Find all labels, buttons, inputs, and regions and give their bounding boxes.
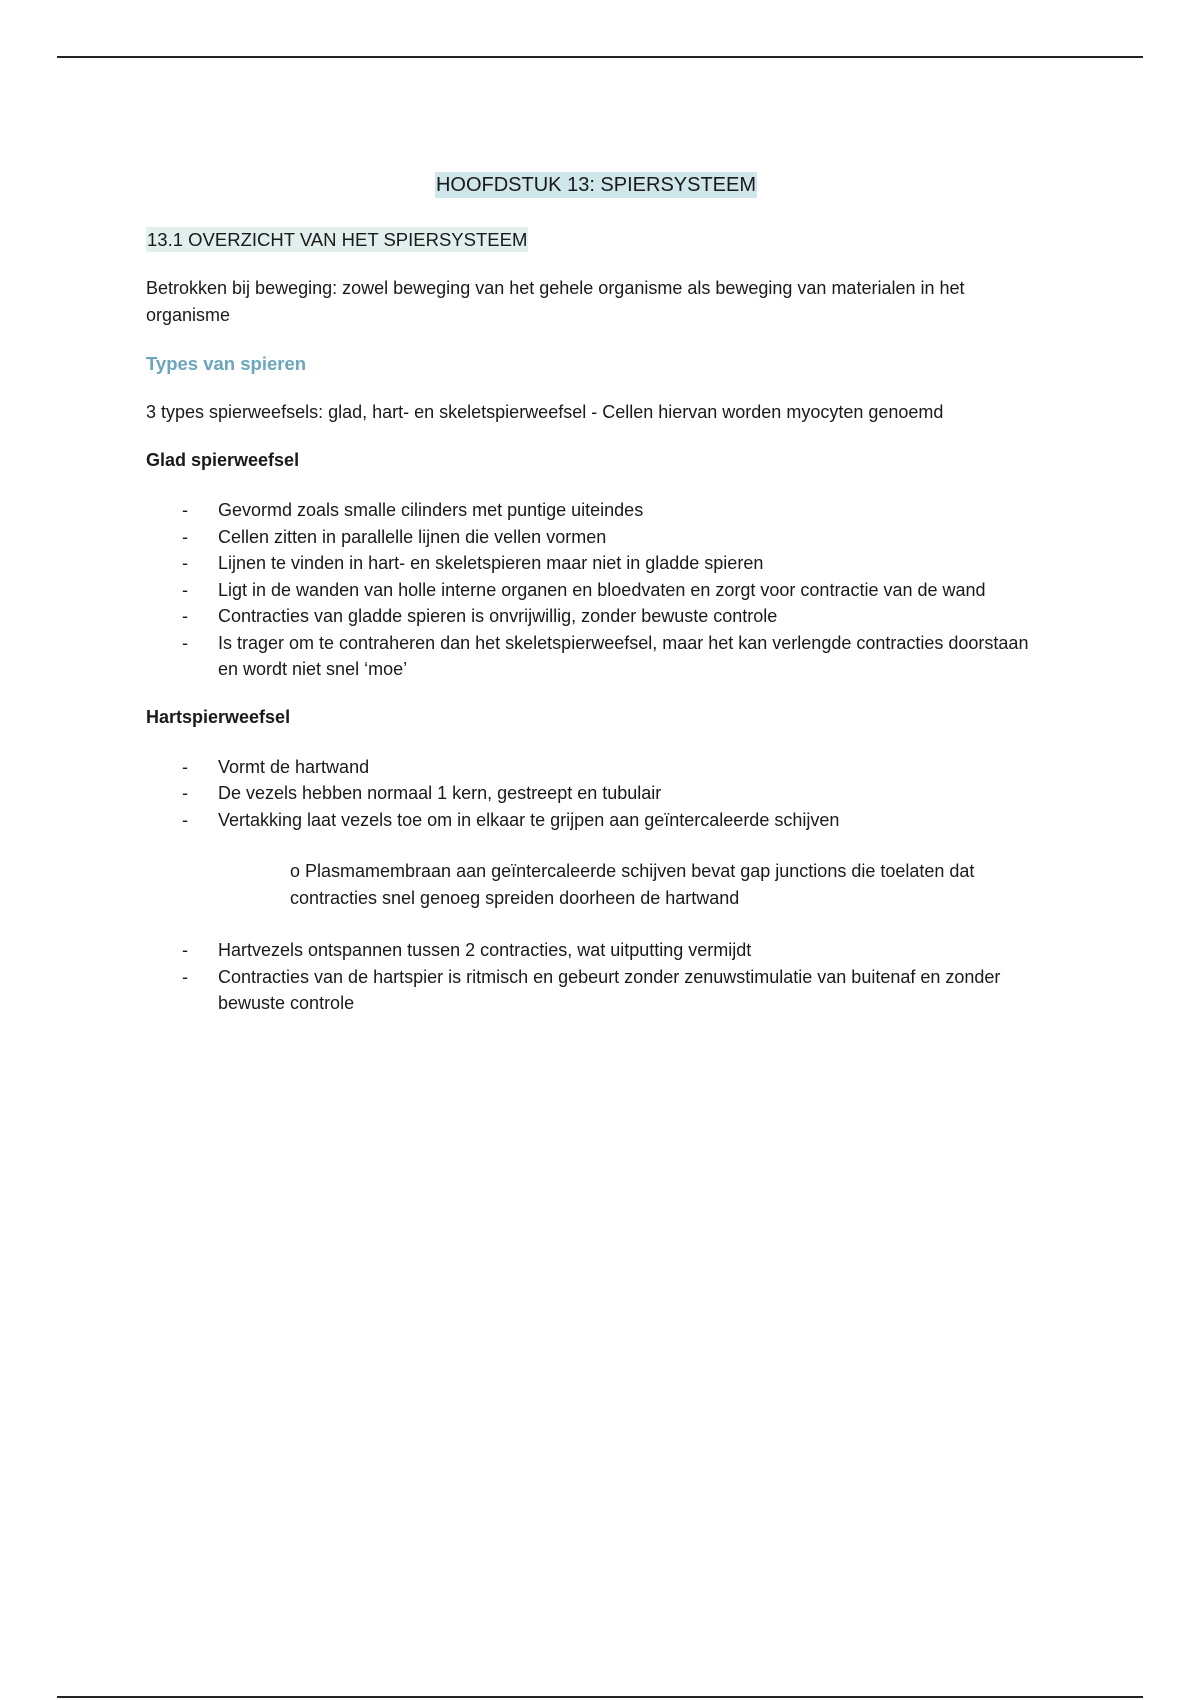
list-item: - Ligt in de wanden van holle interne organen en bloedvaten en zorgt voor contractie van de wand	[182, 579, 986, 600]
chapter-title: HOOFDSTUK 13: SPIERSYSTEEM	[435, 174, 757, 196]
list-item: - Gevormd zoals smalle cilinders met puntige uiteindes	[182, 500, 644, 520]
hart-list	[146, 754, 1046, 834]
list-item: - Contracties van de hartspier is ritmisch en gebeurt zonder zenuwstimulatie van buitenaf en zonder bewuste controle	[182, 966, 1001, 1013]
hart-list-continued	[146, 937, 1046, 1017]
list-item: - De vezels hebben normaal 1 kern, gestreept en tubulair	[182, 783, 662, 803]
nested-item: o Plasmamembraan aan geïntercaleerde schijven bevat gap junctions die toelaten dat contracties snel genoeg spreiden doorheen de hartwand	[290, 861, 975, 908]
types-subheading: Types van spieren	[146, 353, 307, 374]
types-paragraph: 3 types spierweefsels: glad, hart- en skeletspierweefsel - Cellen hiervan worden myocyten genoemd	[146, 402, 944, 422]
list-item: - Vertakking laat vezels toe om in elkaar te grijpen aan geïntercaleerde schijven	[182, 809, 840, 830]
list-item: - Is trager om te contraheren dan het skeletspierweefsel, maar het kan verlengde contracties doorstaan en wordt niet snel ‘moe’	[182, 632, 1029, 679]
list-item: - Cellen zitten in parallelle lijnen die vellen vormen	[182, 526, 607, 547]
glad-list	[146, 497, 1046, 683]
glad-heading: Glad spierweefsel	[146, 450, 300, 470]
hart-heading: Hartspierweefsel	[146, 706, 291, 727]
list-item: - Contracties van gladde spieren is onvrijwillig, zonder bewuste controle	[182, 606, 778, 626]
top-rule	[57, 56, 1143, 58]
document-page	[146, 170, 1046, 1017]
list-item: - Vormt de hartwand	[182, 756, 370, 777]
bottom-rule	[57, 1696, 1143, 1698]
section-heading: 13.1 OVERZICHT VAN HET SPIERSYSTEEM	[147, 229, 528, 250]
list-item: - Hartvezels ontspannen tussen 2 contracties, wat uitputting vermijdt	[182, 940, 752, 960]
intro-paragraph: Betrokken bij beweging: zowel beweging van het gehele organisme als beweging van materialen in het organisme	[146, 278, 965, 325]
list-item: - Lijnen te vinden in hart- en skeletspieren maar niet in gladde spieren	[182, 553, 764, 573]
